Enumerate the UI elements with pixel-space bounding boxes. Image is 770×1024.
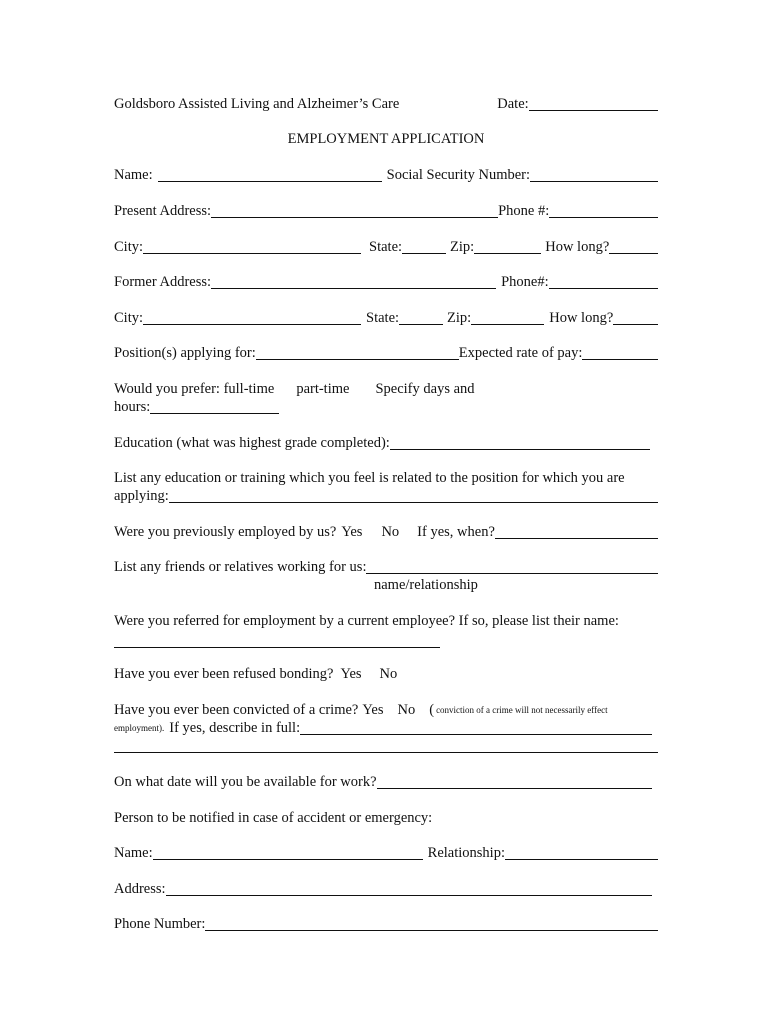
name-row [114, 167, 658, 183]
education-row [114, 435, 658, 451]
facility-name: Goldsboro Assisted Living and Alzheimer’s Care [114, 96, 400, 112]
date-field[interactable] [529, 97, 658, 111]
em-name-field[interactable] [153, 846, 423, 860]
state-label: State: [369, 239, 403, 255]
emergency-row [114, 810, 658, 826]
em-name-label: Name: [114, 845, 153, 861]
phone-number-row [114, 916, 658, 932]
prefer-label: Would you prefer: full-time [114, 381, 275, 397]
former-address-row [114, 274, 658, 290]
preference-row [114, 381, 658, 397]
prev-employed-row [114, 524, 658, 540]
zip-label: Zip: [447, 310, 472, 326]
phone-number-field[interactable] [205, 917, 658, 931]
hours-row [114, 399, 658, 415]
conviction-note: conviction of a crime will not necessarily effect [436, 705, 608, 715]
position-row [114, 345, 658, 361]
phone2-label: Phone#: [501, 274, 549, 290]
city-label: City: [114, 239, 144, 255]
friends-row [114, 559, 658, 575]
referred-label: Were you referred for employment by a current employee? If so, please list their name: [114, 613, 619, 629]
address-row [114, 881, 658, 897]
training-field[interactable] [169, 489, 658, 503]
conviction-note-paren: ( [429, 702, 435, 718]
address-label: Address: [114, 881, 166, 897]
prev-employed-label: Were you previously employed by us? [114, 524, 337, 540]
prev-employed-yes[interactable]: Yes [341, 524, 363, 540]
bonding-no[interactable]: No [379, 666, 398, 682]
prev-employed-no[interactable]: No [381, 524, 400, 540]
friends-label: List any friends or relatives working for us: [114, 559, 367, 575]
former-city-row [114, 310, 658, 326]
specify-label: Specify days and [375, 381, 475, 397]
city-field[interactable] [143, 240, 361, 254]
training-label: List any education or training which you feel is related to the position for which you are [114, 470, 625, 486]
positions-label: Position(s) applying for: [114, 345, 256, 361]
bonding-row [114, 666, 658, 682]
former-how-long-field[interactable] [613, 311, 658, 325]
available-label: On what date will you be available for work? [114, 774, 377, 790]
convicted-label: Have you ever been convicted of a crime? [114, 702, 359, 718]
former-zip-field[interactable] [471, 311, 544, 325]
hours-field[interactable] [150, 400, 279, 414]
ssn-label: Social Security Number: [386, 167, 531, 183]
former-city-field[interactable] [143, 311, 361, 325]
if-yes-when-label: If yes, when? [417, 524, 495, 540]
bonding-yes[interactable]: Yes [340, 666, 362, 682]
present-address-field[interactable] [211, 204, 498, 218]
state-field[interactable] [402, 240, 446, 254]
page-title: EMPLOYMENT APPLICATION [287, 131, 485, 147]
hours-label: hours: [114, 399, 151, 415]
describe-label: If yes, describe in full: [169, 720, 301, 736]
available-field[interactable] [377, 775, 652, 789]
former-address-field[interactable] [211, 275, 496, 289]
former-address-label: Former Address: [114, 274, 212, 290]
state-label: State: [366, 310, 400, 326]
bonding-label: Have you ever been refused bonding? [114, 666, 334, 682]
how-long-label: How long? [549, 310, 614, 326]
describe-field-2[interactable] [114, 752, 658, 753]
education-label: Education (what was highest grade completed): [114, 435, 390, 451]
present-address-label: Present Address: [114, 203, 212, 219]
training-label-2: applying: [114, 488, 169, 504]
date-label: Date: [497, 96, 529, 112]
present-address-row [114, 203, 658, 219]
title-row [114, 131, 658, 147]
relationship-label: Relationship: [427, 845, 505, 861]
rate-label: Expected rate of pay: [458, 345, 583, 361]
header-row [114, 96, 658, 112]
part-time-option[interactable]: part-time [296, 381, 350, 397]
convicted-no[interactable]: No [397, 702, 416, 718]
zip-field[interactable] [474, 240, 541, 254]
convicted-yes[interactable]: Yes [362, 702, 384, 718]
if-yes-when-field[interactable] [495, 525, 658, 539]
friends-field[interactable] [366, 560, 658, 574]
city-label: City: [114, 310, 144, 326]
how-long-label: How long? [545, 239, 610, 255]
describe-field[interactable] [300, 721, 652, 735]
phone-field[interactable] [549, 204, 658, 218]
name-label: Name: [114, 167, 153, 183]
phone2-field[interactable] [549, 275, 658, 289]
relationship-field[interactable] [505, 846, 658, 860]
phone-number-label: Phone Number: [114, 916, 206, 932]
name-relationship-note: name/relationship [374, 577, 478, 593]
zip-label: Zip: [450, 239, 475, 255]
positions-field[interactable] [256, 346, 459, 360]
convicted-row [114, 702, 658, 718]
available-row [114, 774, 658, 790]
phone-label: Phone #: [498, 203, 550, 219]
former-state-field[interactable] [399, 311, 443, 325]
referred-row [114, 613, 658, 629]
describe-row [114, 720, 658, 736]
conviction-note-end: employment). [114, 723, 165, 733]
education-field[interactable] [390, 436, 650, 450]
emergency-name-row [114, 845, 658, 861]
training-row-1 [114, 470, 658, 486]
training-row-2 [114, 488, 658, 504]
how-long-field[interactable] [609, 240, 658, 254]
name-field[interactable] [158, 168, 382, 182]
address-field[interactable] [166, 882, 652, 896]
city-row [114, 239, 658, 255]
ssn-field[interactable] [530, 168, 658, 182]
emergency-label: Person to be notified in case of accident or emergency: [114, 810, 433, 826]
referred-field[interactable] [114, 647, 440, 648]
rate-field[interactable] [582, 346, 658, 360]
